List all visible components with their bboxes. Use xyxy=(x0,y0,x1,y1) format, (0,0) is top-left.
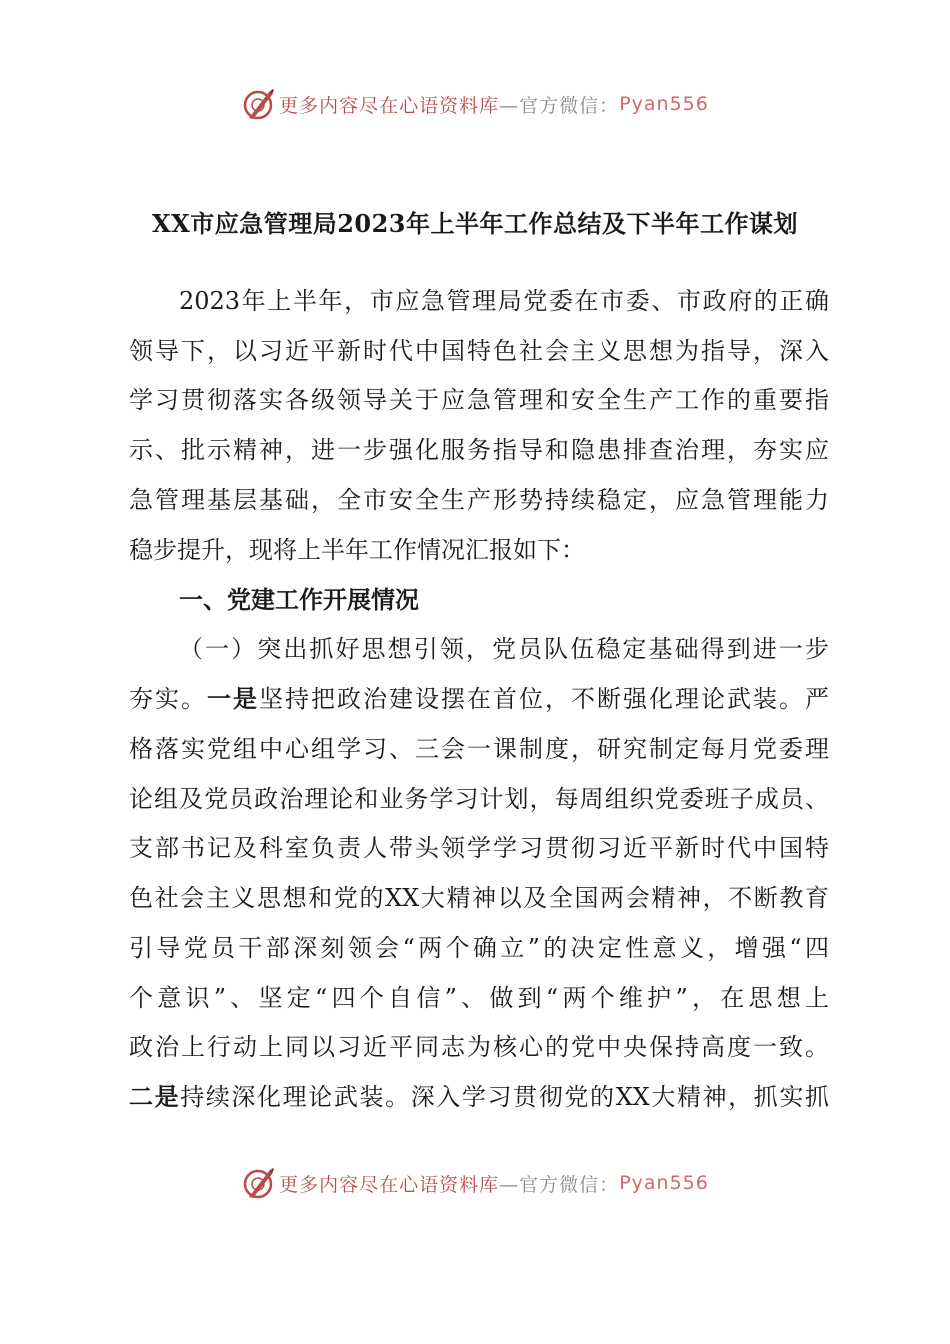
pen-logo-icon xyxy=(241,1165,277,1201)
line-text: 持续深化理论武装。深入学习贯彻党的XX大精神，抓实抓 xyxy=(180,1083,829,1111)
watermark-wechat-id: Pyan556 xyxy=(619,1172,709,1194)
bold-lead: 一是 xyxy=(207,684,259,713)
paragraph-line: 格落实党组中心组学习、三会一课制度，研究制定每月党委理 xyxy=(129,735,829,763)
paragraph-line: 示、批示精神，进一步强化服务指导和隐患排查治理，夯实应 xyxy=(129,436,829,464)
watermark-main-text: 更多内容尽在心语资料库 xyxy=(279,1173,500,1196)
watermark-dash-text: —官方微信： xyxy=(499,1173,620,1196)
bold-lead: 二是 xyxy=(129,1082,181,1111)
paragraph-line xyxy=(129,1081,829,1113)
footer-watermark xyxy=(0,1161,950,1205)
paragraph-line: 急管理基层基础，全市安全生产形势持续稳定，应急管理能力 xyxy=(129,486,829,514)
document-title: XX市应急管理局2023年上半年工作总结及下半年工作谋划 xyxy=(151,209,799,238)
header-watermark xyxy=(0,82,950,126)
watermark-wechat-id: Pyan556 xyxy=(619,93,709,115)
paragraph-line: 2023年上半年，市应急管理局党委在市委、市政府的正确 xyxy=(179,287,829,315)
paragraph-line: 稳步提升，现将上半年工作情况汇报如下： xyxy=(129,536,585,564)
paragraph-line: 政治上行动上同以习近平同志为核心的党中央保持高度一致。 xyxy=(129,1033,829,1061)
paragraph-line: （一）突出抓好思想引领，党员队伍稳定基础得到进一步 xyxy=(179,635,829,663)
paragraph-line: 个意识”、坚定“四个自信”、做到“两个维护”，在思想上 xyxy=(129,984,829,1012)
line-text: 坚持把政治建设摆在首位，不断强化理论武装。严 xyxy=(259,685,829,713)
paragraph-line: 支部书记及科室负责人带头领学学习贯彻习近平新时代中国特 xyxy=(129,834,829,862)
paragraph-line: 引导党员干部深刻领会“两个确立”的决定性意义，增强“四 xyxy=(129,934,829,962)
paragraph-line: 学习贯彻落实各级领导关于应急管理和安全生产工作的重要指 xyxy=(129,386,829,414)
paragraph-line: 领导下，以习近平新时代中国特色社会主义思想为指导，深入 xyxy=(129,337,829,365)
paragraph-line: 色社会主义思想和党的XX大精神以及全国两会精神，不断教育 xyxy=(129,884,829,912)
pen-logo-icon xyxy=(241,86,277,122)
paragraph-line: 论组及党员政治理论和业务学习计划，每周组织党委班子成员、 xyxy=(129,785,829,813)
watermark-main-text: 更多内容尽在心语资料库 xyxy=(279,94,500,117)
section-heading: 一、党建工作开展情况 xyxy=(179,585,419,614)
line-text: 夯实。 xyxy=(129,685,207,713)
watermark-dash-text: —官方微信： xyxy=(499,94,620,117)
paragraph-line xyxy=(129,683,829,715)
